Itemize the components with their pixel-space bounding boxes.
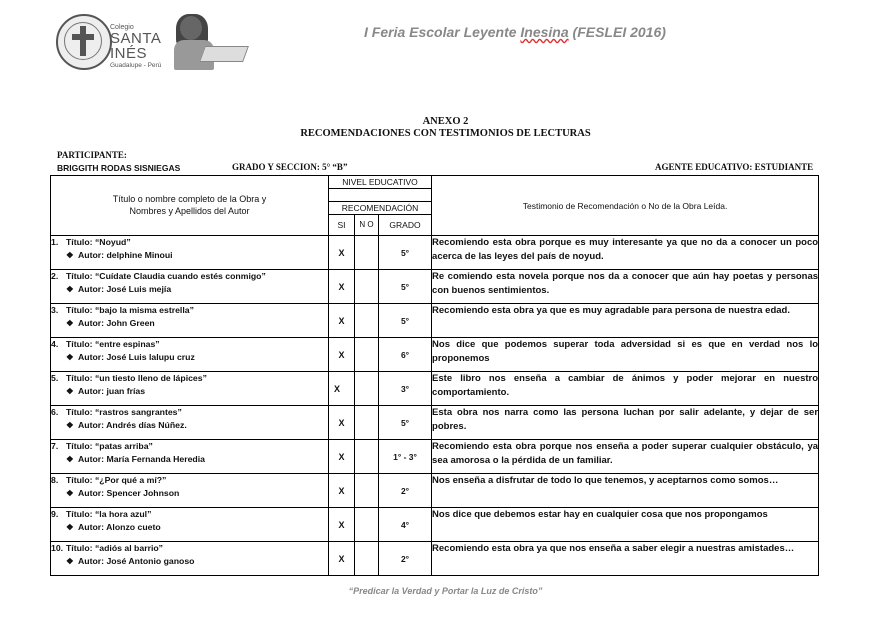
book-cell: 5. Título: “un tiesto lleno de lápices” ❖ Autor: juan frías <box>51 372 329 406</box>
grade-cell: 2° <box>379 542 432 576</box>
no-mark <box>355 474 379 508</box>
si-mark: X <box>329 542 355 576</box>
grade-cell: 5° <box>379 270 432 304</box>
no-header: N O <box>355 215 379 236</box>
testimony-cell: Este libro nos enseña a cambiar de ánimos y poder mejorar en nuestro comportamiento. <box>432 372 819 406</box>
book-cell: 8. Título: “¿Por qué a mí?” ❖ Autor: Spencer Johnson <box>51 474 329 508</box>
si-mark: X <box>329 508 355 542</box>
level-blank-cell <box>329 189 432 202</box>
testimony-cell: Recomiendo esta obra ya que es muy agradable para persona de nuestra edad. <box>432 304 819 338</box>
diamond-bullet-icon: ❖ <box>66 385 74 396</box>
si-mark: X <box>329 474 355 508</box>
diamond-bullet-icon: ❖ <box>66 283 74 294</box>
testimony-cell: Nos enseña a disfrutar de todo lo que tenemos, y aceptarnos como somos… <box>432 474 819 508</box>
testimony-cell: Re comiendo esta novela porque nos da a conocer que aún hay poetas y personas con buenos sentimientos. <box>432 270 819 304</box>
grade-cell: 2° <box>379 474 432 508</box>
no-mark <box>355 270 379 304</box>
testimony-cell: Nos dice que podemos superar toda adversidad si es que en verdad nos lo proponemos <box>432 338 819 372</box>
no-mark <box>355 406 379 440</box>
table-row <box>51 338 819 372</box>
diamond-bullet-icon: ❖ <box>66 453 74 464</box>
si-mark: X <box>329 406 355 440</box>
table-row <box>51 270 819 304</box>
testimony-cell: Recomiendo esta obra ya que nos enseña a saber elegir a nuestras amistades… <box>432 542 819 576</box>
book-cell: 9. Título: “la hora azul” ❖ Autor: Alonzo cueto <box>51 508 329 542</box>
participant-name: BRIGGITH RODAS SISNIEGAS <box>57 163 181 173</box>
book-cell: 2. Título: “Cuídate Claudia cuando estés conmigo” ❖ Autor: José Luis mejía <box>51 270 329 304</box>
level-header: NIVEL EDUCATIVO <box>329 176 432 189</box>
no-mark <box>355 542 379 576</box>
si-header: SI <box>329 215 355 236</box>
si-mark: X <box>329 270 355 304</box>
no-mark <box>355 236 379 270</box>
table-row <box>51 372 819 406</box>
diamond-bullet-icon: ❖ <box>66 249 74 260</box>
annex-number: ANEXO 2 <box>422 116 469 127</box>
no-mark <box>355 338 379 372</box>
grade-cell: 4° <box>379 508 432 542</box>
table-row <box>51 542 819 576</box>
testimony-cell: Esta obra nos narra como las persona luchan por salir adelante, y dejar de ser pobres. <box>432 406 819 440</box>
grade-cell: 5° <box>379 236 432 270</box>
table-row <box>51 508 819 542</box>
si-mark: X <box>329 440 355 474</box>
book-cell: 6. Título: “rastros sangrantes” ❖ Autor: Andrés días Núñez. <box>51 406 329 440</box>
grade-cell: 3° <box>379 372 432 406</box>
school-seal-icon <box>56 14 112 70</box>
book-cell: 4. Título: “entre espinas” ❖ Autor: José Luis lalupu cruz <box>51 338 329 372</box>
diamond-bullet-icon: ❖ <box>66 317 74 328</box>
annex-title: RECOMENDACIONES CON TESTIMONIOS DE LECTURAS <box>300 128 591 139</box>
book-cell: 1. Título: “Noyud” ❖ Autor: delphine Minoui <box>51 236 329 270</box>
no-mark <box>355 372 379 406</box>
grade-section: GRADO Y SECCION: 5° “B” <box>232 162 348 172</box>
diamond-bullet-icon: ❖ <box>66 487 74 498</box>
table-row <box>51 474 819 508</box>
table-row <box>51 440 819 474</box>
recommendation-header: RECOMENDACIÓN <box>329 202 432 215</box>
footer-motto: “Predicar la Verdad y Portar la Luz de Cristo” <box>348 586 543 596</box>
book-cell: 7. Título: “patas arriba” ❖ Autor: María Fernanda Heredia <box>51 440 329 474</box>
no-mark <box>355 508 379 542</box>
diamond-bullet-icon: ❖ <box>66 351 74 362</box>
participant-label: PARTICIPANTE: <box>57 150 127 160</box>
school-logo-text: Colegio SANTA INÉS Guadalupe - Perú <box>110 24 162 69</box>
book-cell: 3. Título: “bajo la misma estrella” ❖ Autor: John Green <box>51 304 329 338</box>
si-mark: X <box>329 304 355 338</box>
no-mark <box>355 304 379 338</box>
table-row <box>51 406 819 440</box>
table-row <box>51 304 819 338</box>
testimony-cell: Recomiendo esta obra porque nos enseña a poder superar cualquier obstáculo, ya sea amorosa o la pérdida de un familiar. <box>432 440 819 474</box>
diamond-bullet-icon: ❖ <box>66 521 74 532</box>
recommendations-table <box>50 175 819 576</box>
book-cell: 10. Título: “adiós al barrio” ❖ Autor: José Antonio ganoso <box>51 542 329 576</box>
si-mark: X <box>329 372 355 406</box>
no-mark <box>355 440 379 474</box>
page-header <box>0 0 891 80</box>
testimony-header: Testimonio de Recomendación o No de la Obra Leída. <box>432 176 819 236</box>
grade-header: GRADO <box>379 215 432 236</box>
grade-cell: 5° <box>379 304 432 338</box>
diamond-bullet-icon: ❖ <box>66 419 74 430</box>
educational-agent: AGENTE EDUCATIVO: ESTUDIANTE <box>655 162 814 172</box>
grade-cell: 5° <box>379 406 432 440</box>
diamond-bullet-icon: ❖ <box>66 555 74 566</box>
si-mark: X <box>329 236 355 270</box>
grade-cell: 6° <box>379 338 432 372</box>
title-author-header: Título o nombre completo de la Obra y Nombres y Apellidos del Autor <box>51 176 329 236</box>
testimony-cell: Recomiendo esta obra porque es muy interesante ya que no da a conocer un poco acerca de las leyes del país de noyud. <box>432 236 819 270</box>
girl-reading-image-icon <box>172 14 248 72</box>
grade-cell: 1° - 3° <box>379 440 432 474</box>
testimony-cell: Nos dice que debemos estar hay en cualquier cosa que nos propongamos <box>432 508 819 542</box>
si-mark: X <box>329 338 355 372</box>
fair-title: I Feria Escolar Leyente Inesina (FESLEI 2016) <box>364 24 666 40</box>
table-row <box>51 236 819 270</box>
